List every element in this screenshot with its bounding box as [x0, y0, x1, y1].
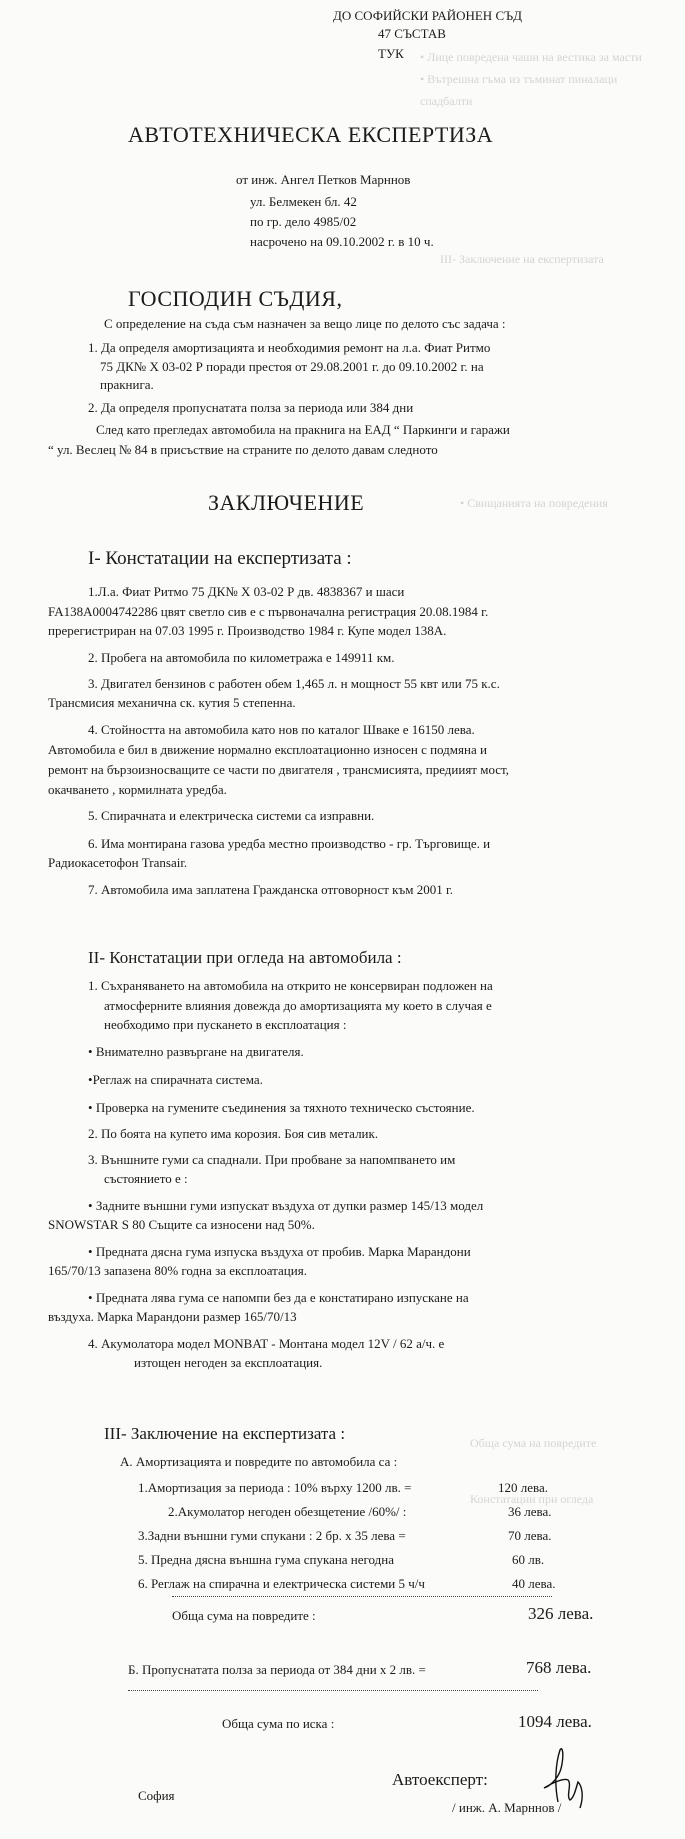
city: София: [138, 1788, 175, 1803]
cost-row-label: 6. Реглаж на спирачна и електрическа системи 5 ч/ч: [138, 1576, 425, 1591]
intro-line: С определение на съда съм назначен за вещо лице по делото със задача :: [104, 316, 506, 331]
author-name: от инж. Ангел Петков Марннов: [236, 172, 411, 187]
bleed-through-text: Обща сума на повредите: [470, 1436, 597, 1450]
lost-profit-amount: 768 лева.: [526, 1658, 592, 1677]
section-1-item-cont: FA138A0004742286 цвят светло сив е с първоначална регистрация 20.08.1984 г.: [48, 604, 489, 619]
section-1-item: 7. Автомобила има заплатена Гражданска отговорност към 2001 г.: [88, 882, 454, 897]
expert-name: / инж. А. Марннов /: [452, 1800, 562, 1815]
damages-total-label: Обща сума на повредите :: [172, 1608, 316, 1623]
bleed-through-text: Констатации при огледа: [470, 1492, 594, 1506]
court-panel: 47 СЪСТАВ: [378, 26, 446, 41]
conclusion-heading: ЗАКЛЮЧЕНИЕ: [208, 490, 365, 515]
section-1-title: I- Констатации на експертизата :: [88, 548, 352, 569]
handwritten-signature: [528, 1742, 598, 1812]
divider: [172, 1596, 552, 1597]
cost-row-amount: 120 лева.: [498, 1480, 548, 1495]
section-1-item-cont: окачването , кормилната уредба.: [48, 782, 227, 797]
section-1-item-cont: Трансмисия механична ск. кутия 5 степенна.: [48, 695, 296, 710]
claim-total-label: Обща сума по иска :: [222, 1716, 335, 1731]
after-inspection: След като прегледах автомобила на пракнига на ЕАД “ Паркинги и гаражи: [96, 422, 510, 437]
bleed-through-text: спадбалти: [420, 94, 473, 108]
document-title: АВТОТЕХНИЧЕСКА ЕКСПЕРТИЗА: [128, 122, 494, 147]
scheduled-date: насрочено на 09.10.2002 г. в 10 ч.: [250, 234, 434, 249]
section-2-item: 2. По боята на купето има корозия. Боя сив металик.: [88, 1126, 379, 1141]
cost-row-amount: 70 лева.: [508, 1528, 552, 1543]
amortization-heading: А. Амортизацията и повредите по автомобила са :: [120, 1454, 398, 1469]
bleed-through-text: III- Заключение на експертизата: [440, 252, 604, 266]
section-1-item-cont: пререгистриран на 07.03 1995 г. Производство 1984 г. Купе модел 138А.: [48, 623, 447, 638]
bullet-text: Предната дясна гума изпуска въздуха от пробив. Марка Марандони: [95, 1244, 471, 1259]
author-address: ул. Белмекен бл. 42: [250, 194, 357, 209]
section-2-bullet: •Реглаж на спирачната система.: [88, 1072, 263, 1087]
section-2-bullet: • Задните външни гуми изпускат въздуха от дупки размер 145/13 модел: [88, 1198, 484, 1213]
bleed-through-text: • Вътрешна гъма из тъминат пиналаци: [420, 72, 618, 86]
bullet-text: Реглаж на спирачната система.: [92, 1072, 263, 1087]
task-1: 1. Да определя амортизацията и необходимия ремонт на л.а. Фиат Ритмо: [88, 340, 491, 355]
section-1-item-cont: Радиокасетофон Transair.: [48, 855, 188, 870]
section-1-item: 2. Пробега на автомобила по километража е 149911 км.: [88, 650, 395, 665]
section-2-item: 4. Акумолатора модел MONBAT - Монтана модел 12V / 62 а/ч. е: [88, 1336, 445, 1351]
cost-row-amount: 60 лв.: [512, 1552, 545, 1567]
bullet-text: Задните външни гуми изпускат въздуха от дупки размер 145/13 модел: [95, 1198, 484, 1213]
damages-total-amount: 326 лева.: [528, 1604, 594, 1623]
section-2-bullet-cont: SNOWSTAR S 80 Същите са износени над 50%.: [48, 1217, 315, 1232]
cost-row-label: 1.Амортизация за периода : 10% върху 1200 лв. =: [138, 1480, 412, 1495]
section-2-bullet: • Предната лява гума се напомпи без да е констатирано изпускане на: [88, 1290, 469, 1305]
section-2-item-cont: атмосферните влияния довежда до амортизацията му което в случая е: [104, 998, 492, 1013]
task-2: 2. Да определя пропуснатата полза за периода или 384 дни: [88, 400, 414, 415]
section-2-bullet-cont: 165/70/13 запазена 80% годна за експлоатация.: [48, 1263, 307, 1278]
section-2-bullet-cont: въздуха. Марка Марандони размер 165/70/13: [48, 1309, 297, 1324]
section-1-item-cont: Автомобила е бил в движение нормално експлоатационно износен с подмяна и: [48, 742, 487, 757]
section-1-item: 4. Стойността на автомобила като нов по каталог Шваке е 16150 лева.: [88, 722, 475, 737]
section-1-item: 3. Двигател бензинов с работен обем 1,465 л. н мощност 55 квт или 75 к.с.: [88, 676, 500, 691]
bleed-through-text: • Лице повредена чаши на вестика за масти: [420, 50, 642, 64]
section-1-item: 1.Л.а. Фиат Ритмо 75 ДК№ Х 03-02 Р дв. 4838367 и шаси: [88, 584, 405, 599]
cost-row-amount: 36 лева.: [508, 1504, 552, 1519]
cost-row-label: 2.Акумолатор негоден обезщетение /60%/ :: [168, 1504, 407, 1519]
cost-row-label: 3.Задни външни гуми спукани : 2 бр. х 35 лева =: [138, 1528, 406, 1543]
bleed-through-text: • Свищанията на повредения: [460, 496, 608, 510]
cost-row-amount: 40 лева.: [512, 1576, 556, 1591]
section-1-item-cont: ремонт на бързоизносващите се части по двигателя , трансмисията, предиият мост,: [48, 762, 510, 777]
bullet-text: Проверка на гумените съединения за тяхното техническо състояние.: [95, 1100, 475, 1115]
task-1-cont: пракнига.: [100, 377, 154, 392]
section-3-title: III- Заключение на експертизата :: [104, 1424, 346, 1443]
section-1-item: 5. Спирачната и електрическа системи са изправни.: [88, 808, 375, 823]
bullet-text: Предната лява гума се напомпи без да е констатирано изпускане на: [95, 1290, 469, 1305]
task-1-cont: 75 ДК№ Х 03-02 Р поради престоя от 29.08.2001 г. до 09.10.2002 г. на: [100, 359, 484, 374]
after-inspection-cont: “ ул. Веслец № 84 в присъствие на страните по делото давам следното: [48, 442, 438, 457]
section-2-item-cont: изтощен негоден за експлоатация.: [134, 1355, 323, 1370]
cost-row-label: 5. Предна дясна външна гума спукана негодна: [138, 1552, 395, 1567]
section-1-item: 6. Има монтирана газова уредба местно производство - гр. Търговище. и: [88, 836, 491, 851]
section-2-bullet: • Предната дясна гума изпуска въздуха от пробив. Марка Марандони: [88, 1244, 471, 1259]
expert-label: Автоексперт:: [392, 1770, 488, 1789]
section-2-item: 1. Съхраняването на автомобила на открито не консервиран подложен на: [88, 978, 493, 993]
salutation: ГОСПОДИН СЪДИЯ,: [128, 286, 343, 311]
section-2-title: II- Констатации при огледа на автомобила :: [88, 948, 402, 967]
section-2-item: 3. Външните гуми са спаднали. При пробване за напомпването им: [88, 1152, 456, 1167]
divider: [128, 1690, 538, 1691]
section-2-bullet: • Внимателно развъргане на двигателя.: [88, 1044, 304, 1059]
court-address: ДО СОФИЙСКИ РАЙОНЕН СЪД: [333, 8, 522, 23]
section-2-bullet: • Проверка на гумените съединения за тяхното техническо състояние.: [88, 1100, 475, 1115]
claim-total-amount: 1094 лева.: [518, 1712, 592, 1731]
section-2-item-cont: състоянието е :: [104, 1171, 188, 1186]
bullet-text: Внимателно развъргане на двигателя.: [95, 1044, 304, 1059]
lost-profit-label: Б. Пропуснатата полза за периода от 384 дни х 2 лв. =: [128, 1662, 426, 1677]
section-2-item-cont: необходимо при пускането в експлоатация :: [104, 1017, 347, 1032]
court-here: ТУК: [378, 46, 404, 61]
case-number: по гр. дело 4985/02: [250, 214, 357, 229]
